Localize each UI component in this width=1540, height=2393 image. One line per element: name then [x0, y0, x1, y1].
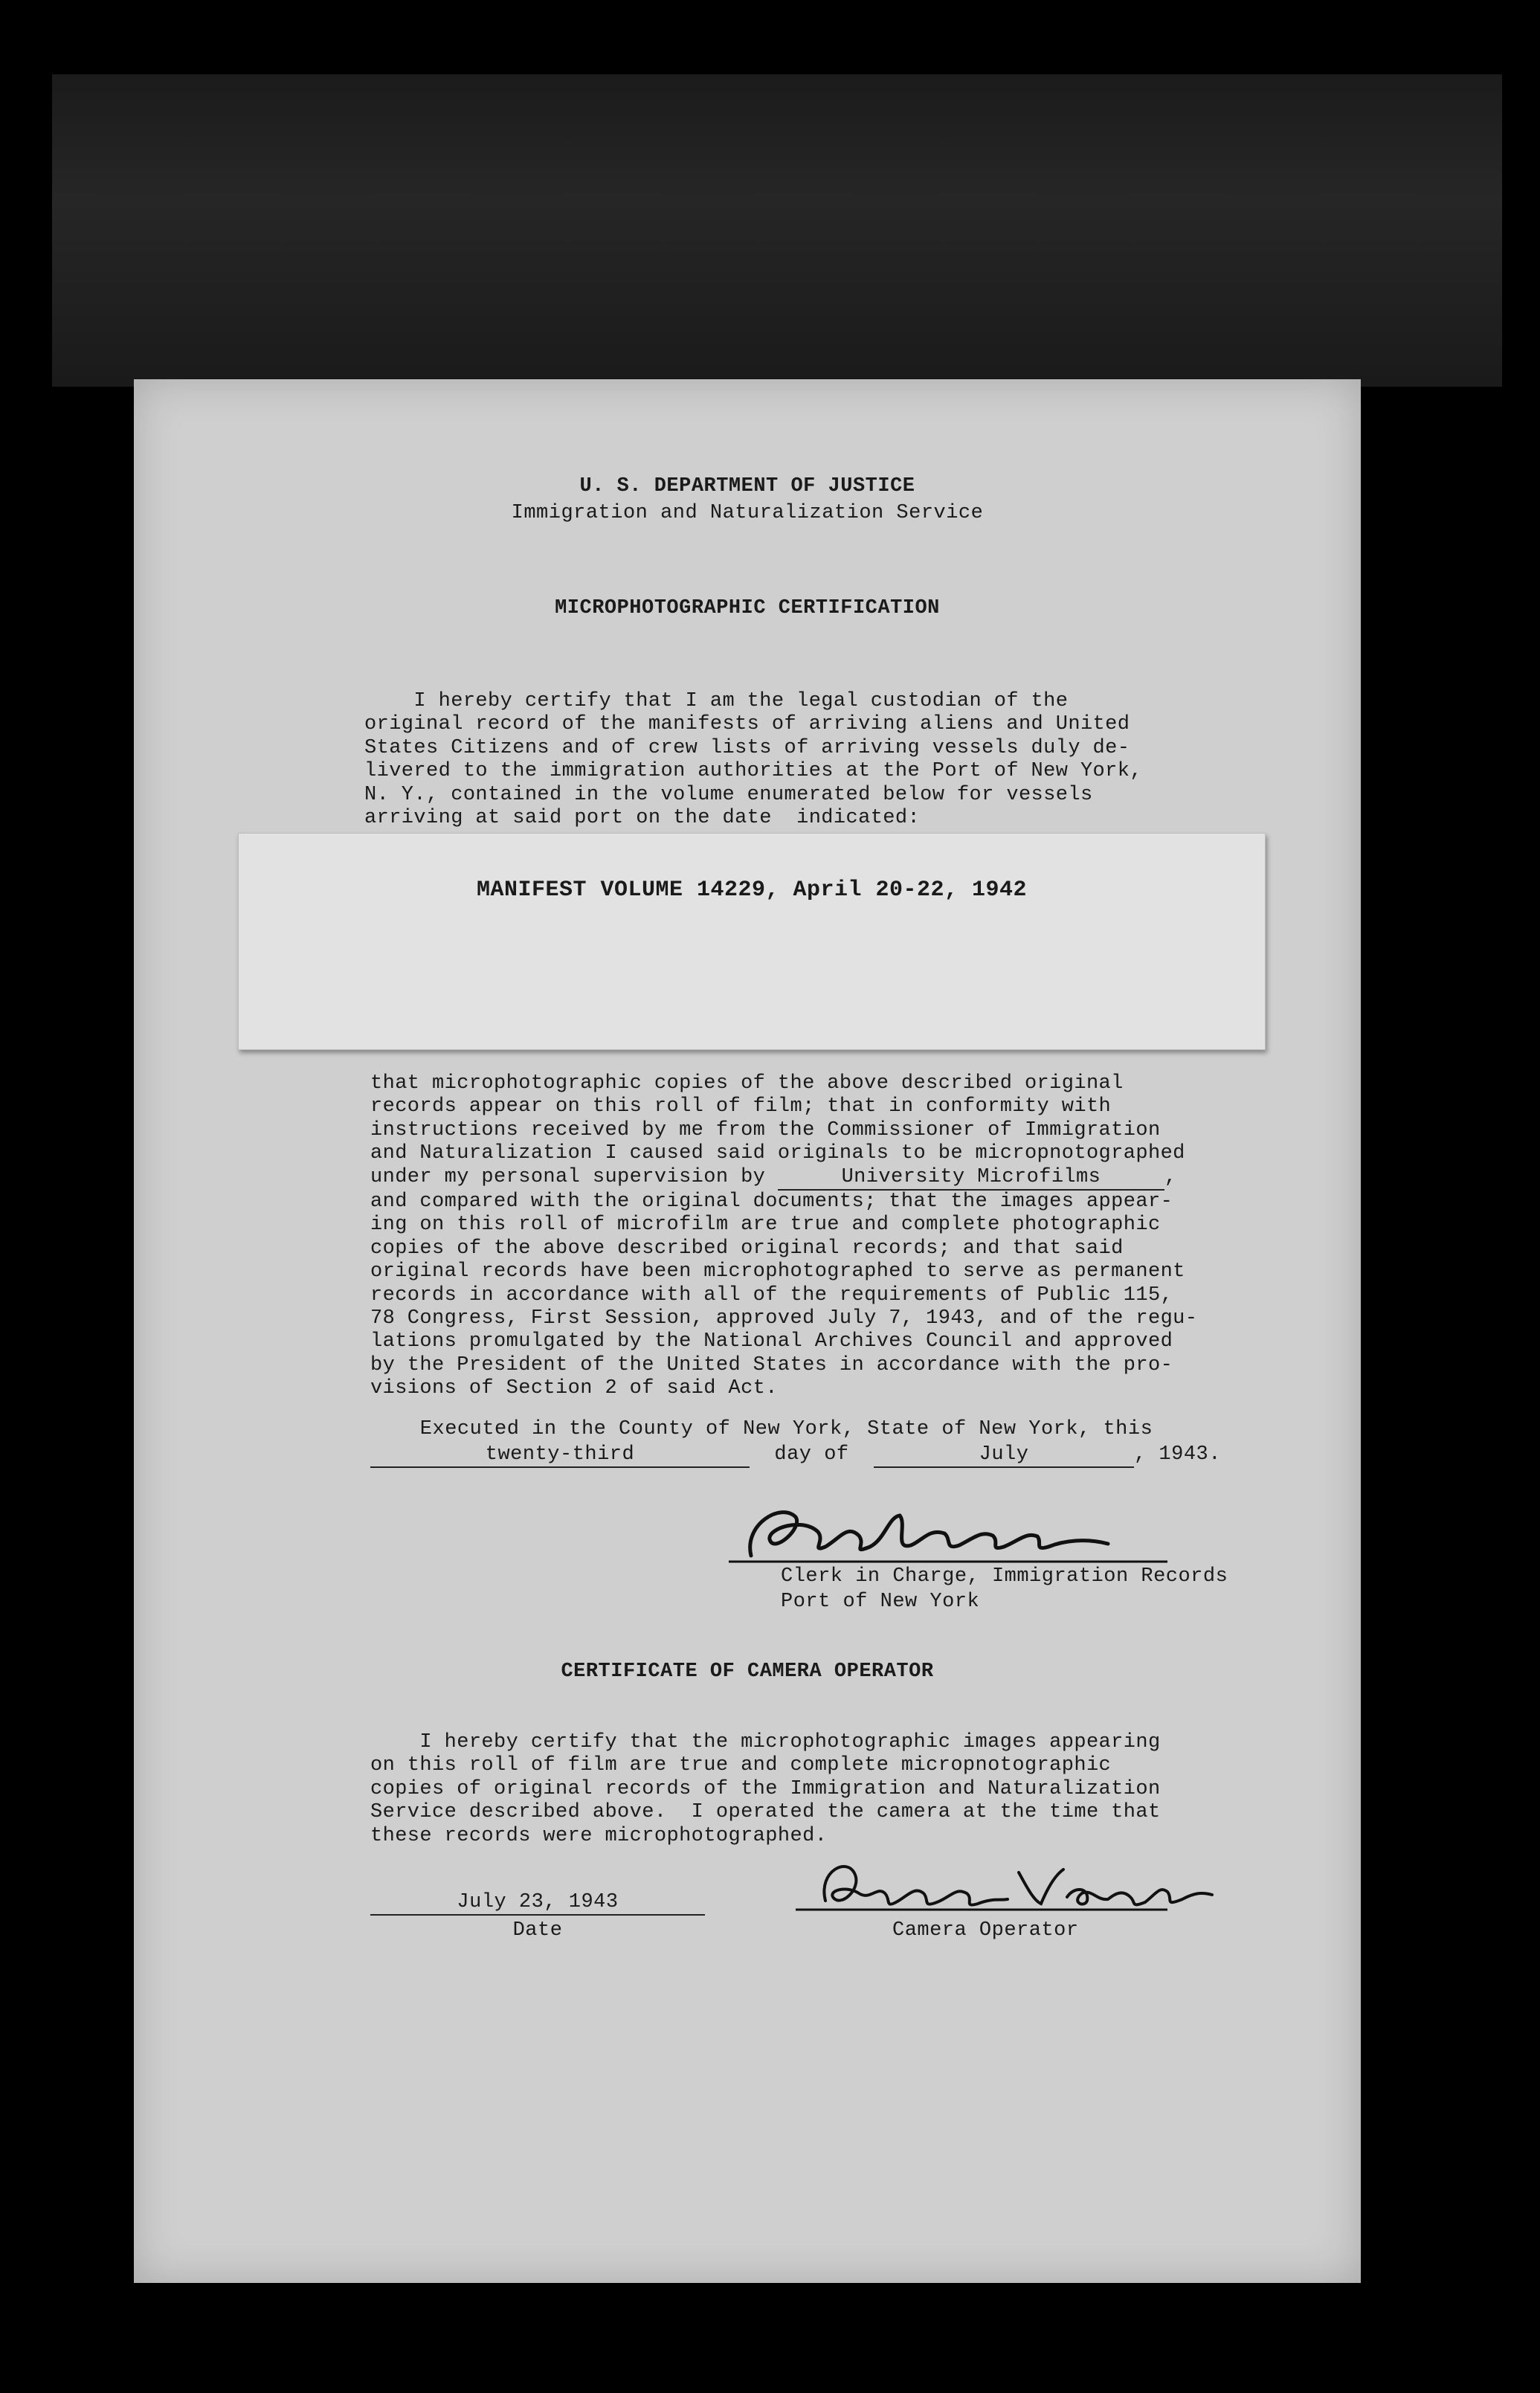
- intro-line: original record of the manifests of arriving aliens and United: [364, 713, 1130, 736]
- body-line: records appear on this roll of film; that in conformity with: [370, 1095, 1112, 1118]
- manifest-volume: MANIFEST VOLUME 14229, April 20-22, 1942: [476, 877, 1028, 903]
- date-label: Date: [512, 1919, 563, 1942]
- body-line: and compared with the original documents; that the images appear-: [370, 1191, 1173, 1214]
- supervisor-field: University Microfilms: [778, 1166, 1164, 1191]
- manifest-slip: [238, 833, 1266, 1050]
- clerk-port: Port of New York: [781, 1591, 980, 1613]
- executed-date-line: [370, 1443, 1221, 1468]
- service-heading: Immigration and Naturalization Service: [511, 502, 984, 524]
- body-paragraph: [370, 1072, 1344, 1401]
- body-line: ing on this roll of microfilm are true and complete photographic: [370, 1214, 1161, 1237]
- camera-line: Service described above. I operated the camera at the time that: [370, 1801, 1161, 1824]
- camera-certificate-title: CERTIFICATE OF CAMERA OPERATOR: [561, 1661, 934, 1683]
- certificate-page: [134, 379, 1361, 2283]
- camera-line: on this roll of film are true and complete micropnotographic: [370, 1754, 1112, 1777]
- intro-line: N. Y., contained in the volume enumerated below for vessels: [364, 783, 1093, 806]
- operator-date-field: July 23, 1943: [370, 1890, 705, 1916]
- body-line: under my personal supervision by University Microfilms ,: [370, 1166, 1344, 1191]
- intro-line: States Citizens and of crew lists of arriving vessels duly de-: [364, 736, 1130, 759]
- camera-line: these records were microphotographed.: [370, 1824, 828, 1847]
- camera-operator-label: Camera Operator: [892, 1919, 1079, 1942]
- month-field: July: [874, 1443, 1134, 1468]
- executed-statement: Executed in the County of New York, State of New York, this: [370, 1418, 1153, 1440]
- camera-operator-signature: [796, 1856, 1227, 1923]
- body-line: lations promulgated by the National Archives Council and approved: [370, 1330, 1173, 1353]
- intro-line: arriving at said port on the date indicated:: [364, 807, 921, 830]
- camera-paragraph: [370, 1731, 1344, 1848]
- camera-line: I hereby certify that the microphotographic images appearing: [370, 1731, 1161, 1753]
- clerk-title: Clerk in Charge, Immigration Records: [781, 1565, 1228, 1588]
- day-of-label: day of: [774, 1443, 849, 1466]
- body-line: and Naturalization I caused said originals to be micropnotographed: [370, 1142, 1185, 1165]
- department-heading: U. S. DEPARTMENT OF JUSTICE: [579, 475, 915, 497]
- body-line: records in accordance with all of the requirements of Public 115,: [370, 1284, 1173, 1307]
- intro-paragraph: [364, 690, 1338, 830]
- document-title: MICROPHOTOGRAPHIC CERTIFICATION: [555, 597, 940, 619]
- intro-line: livered to the immigration authorities at the Port of New York,: [364, 760, 1142, 783]
- day-field: twenty-third: [370, 1443, 750, 1468]
- year-text: , 1943.: [1134, 1443, 1221, 1466]
- body-line: copies of the above described original records; and that said: [370, 1237, 1124, 1260]
- body-line: by the President of the United States in accordance with the pro-: [370, 1353, 1173, 1376]
- intro-line: I hereby certify that I am the legal custodian of the: [364, 690, 1069, 712]
- body-line: 78 Congress, First Session, approved July 7, 1943, and of the regu-: [370, 1307, 1198, 1330]
- body-line: visions of Section 2 of said Act.: [370, 1377, 778, 1400]
- camera-line: copies of original records of the Immigration and Naturalization: [370, 1777, 1161, 1800]
- body-line: instructions received by me from the Commissioner of Immigration: [370, 1118, 1161, 1141]
- body-line: that microphotographic copies of the above described original: [370, 1072, 1124, 1095]
- body-line: original records have been microphotographed to serve as permanent: [370, 1260, 1185, 1284]
- film-border: [52, 74, 1502, 387]
